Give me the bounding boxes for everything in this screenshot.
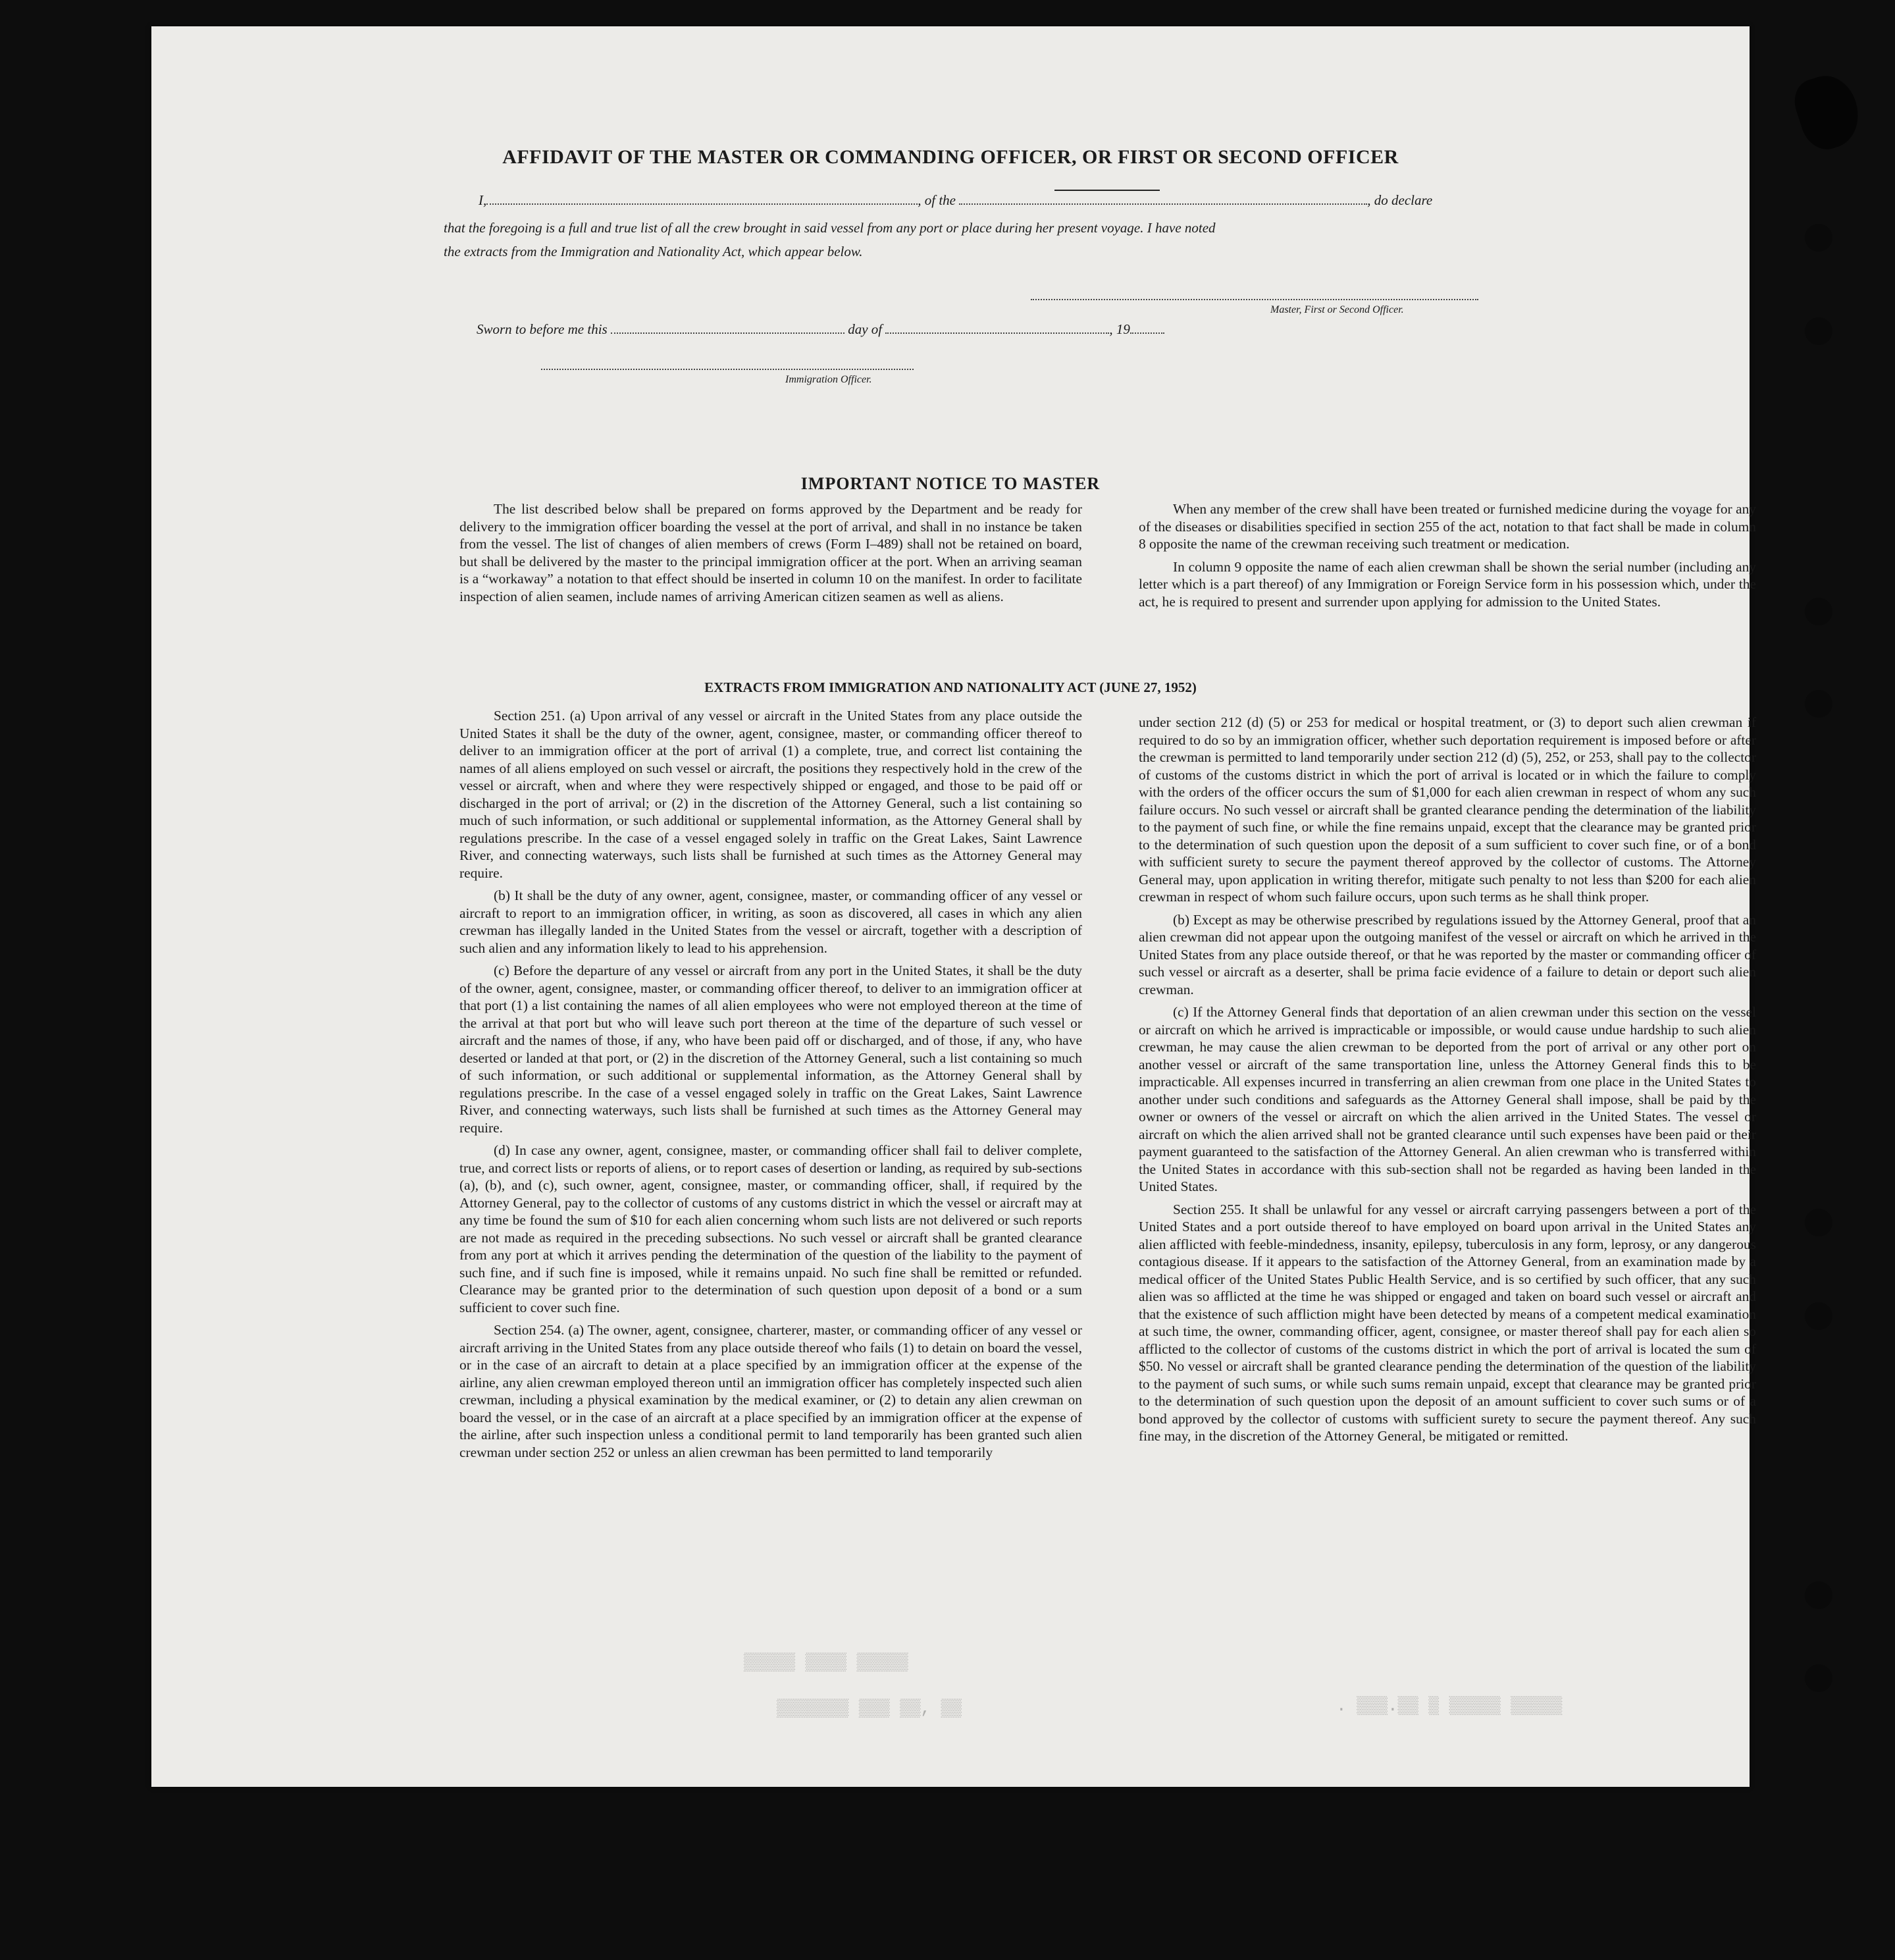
vessel-field[interactable] — [959, 193, 1367, 205]
affidavit-title: AFFIDAVIT OF THE MASTER OR COMMANDING OFFICER, OR FIRST OR SECOND OFFICER — [502, 146, 1399, 168]
punch-hole — [1805, 1581, 1832, 1609]
name-field[interactable] — [486, 193, 918, 205]
declaration-line-1 — [479, 192, 1432, 209]
declaration-do-declare: , do declare — [1367, 192, 1433, 208]
notice-paragraph: The list described below shall be prepared on forms approved by the Department and be ready for delivery to the immigration officer boarding the vessel at the port of arrival, and shall in no instance be taken from the vessel. The list of changes of alien members of crews (Form I–489) shall not be retained on board, but shall be delivered by the master to the principal immigration officer at the port. When an arriving seaman is a “workaway” a notation to that effect should be inserted in column 10 on the manifest. In order to facilitate inspection of alien seamen, include names of arriving American citizen seamen as well as aliens. — [459, 501, 1082, 604]
punch-hole — [1805, 317, 1832, 345]
sworn-year-prefix: , 19 — [1109, 321, 1130, 337]
notice-title: IMPORTANT NOTICE TO MASTER — [800, 474, 1101, 493]
punch-hole — [1805, 598, 1832, 625]
extracts-right-column — [1139, 714, 1756, 1450]
punch-hole — [1805, 1664, 1832, 1692]
punch-hole — [1805, 690, 1832, 718]
section-paragraph: (b) It shall be the duty of any owner, agent, consignee, master, or commanding officer of any vessel or aircraft to report to an immigration officer, in writing, as soon as discovered, all cases in which any alien crewman has illegally landed in the United States from the vessel or aircraft, together with a description of such alien and any information likely to lead to his apprehension. — [459, 887, 1082, 956]
sworn-month-field[interactable] — [885, 322, 1109, 334]
bleed-through-text: ▒▒▒▒▒ ▒▒▒▒ ▒▒▒▒▒ — [744, 1653, 908, 1672]
section-paragraph: (c) Before the departure of any vessel or aircraft from any port in the United States, it shall be the duty of the owner, agent, consignee, master, or commanding officer thereof, to deliver to an immigration officer at that port (1) a list containing the names of all alien employees who were not employed thereon at the time of the arrival at that port but who will leave such port thereon at the time of the departure of such vessel or aircraft and the names of those, if any, who have been paid off or discharged, and of those, if any, who have deserted or landed at that port, or (2) in the discretion of the Attorney General, such a list containing so much of such information, or such additional or supplemental information, as the Attorney General shall by regulations prescribe. In the case of a vessel engaged solely in traffic on the Great Lakes, Saint Lawrence River, and connecting waterways, such lists shall be furnished at such times as the Attorney General may require. — [459, 963, 1082, 1136]
declaration-i: I, — [479, 192, 487, 208]
document-page — [151, 26, 1756, 1787]
bleed-through-text: ▒▒▒▒▒ ▒▒▒▒▒ ▒ ▒▒.▒▒▒ . — [1336, 1696, 1563, 1716]
notice-paragraph: When any member of the crew shall have been treated or furnished medicine during the voyage for any of the diseases or disabilities specified in section 255 of the act, notation to that fact shall be made in column 8 opposite the name of the crewman receiving such treatment or medication. — [1139, 501, 1756, 552]
notice-paragraph: In column 9 opposite the name of each alien crewman shall be shown the serial number (including any letter which is a part thereof) of any Immigration or Foreign Service form in his possession which, under the act, he is required to present and surrender upon applying for admission to the United States. — [1139, 558, 1756, 610]
section-paragraph: (c) If the Attorney General finds that deportation of an alien crewman under this section on the vessel or aircraft on which he arrived is impracticable or impossible, or would cause undue hardship to such alien crewman, he may cause the alien crewman to be deported from the port of arrival or any other port on another vessel or aircraft of the same transportation line, unless the Attorney General finds this to be impracticable. All expenses incurred in transferring an alien crewman from one place in the United States to another under such conditions and safeguards as the Attorney General shall impose, shall be paid by the owner or owners of the vessel or aircraft on which the alien arrived in the United States. The vessel or aircraft on which the alien arrived shall not be granted clearance until such expenses have been paid or their payment guaranteed to the satisfaction of the Attorney General. An alien crewman who is transferred within the United States in accordance with this sub-section shall not be regarded as having been landed in the United States. — [1139, 1004, 1756, 1194]
ink-smudge — [1788, 68, 1867, 155]
sworn-prefix: Sworn to before me this — [477, 321, 608, 337]
title-rule — [1054, 190, 1160, 191]
officer-signature-line[interactable] — [541, 369, 914, 370]
sworn-year-field[interactable] — [1130, 322, 1164, 334]
declaration-line-2: that the foregoing is a full and true list of all the crew brought in said vessel from any port or place during her present voyage. I have noted — [444, 220, 1216, 236]
notice-left-column — [459, 500, 1082, 610]
sworn-day-of: day of — [848, 321, 883, 337]
declaration-line-3: the extracts from the Immigration and Nationality Act, which appear below. — [444, 244, 863, 259]
master-signature-line[interactable] — [1031, 299, 1478, 300]
section-paragraph: under section 212 (d) (5) or 253 for medical or hospital treatment, or (3) to deport such alien crewman if required to do so by an immigration officer, whether such deportation requirement is imposed before or after the crewman is permitted to land temporarily under section 212 (d) (5), 252, or 253, shall pay to the collector of customs of the customs district in which the port of arrival is located or in which the failure to comply with the orders of the officer occurs the sum of $1,000 for each alien crewman in respect of whom any such failure occurs. No such vessel or aircraft shall be granted clearance pending the determination of the liability to the payment of such fine, or while the fine remains unpaid, except that the clearance may be granted prior to the determination of such question upon the deposit of a sum sufficient to cover such fine, or of a bond with sufficient surety to secure the payment thereof approved by the collector of customs. The Attorney General may, upon application in writing therefor, mitigate such penalty to not less than $200 for each alien crewman in respect of whom such failure occurs, upon such terms as he shall think proper. — [1139, 714, 1756, 905]
extracts-title: EXTRACTS FROM IMMIGRATION AND NATIONALITY ACT (JUNE 27, 1952) — [704, 679, 1197, 695]
officer-signature-label: Immigration Officer. — [785, 374, 872, 385]
sworn-line — [477, 321, 1164, 338]
bleed-through-text: ▒▒▒▒▒▒▒ ▒▒▒ ▒▒, ▒▒ — [777, 1699, 962, 1718]
punch-hole — [1805, 1302, 1832, 1330]
section-paragraph: (d) In case any owner, agent, consignee, master, or commanding officer shall fail to deliver complete, true, and correct lists or reports of aliens, or to report cases of desertion or landing, as required by sub-sections (a), (b), and (c), such owner, agent, consignee, master, or commanding officer, shall, if required by the Attorney General, pay to the collector of customs of any customs district in which the vessel or aircraft may at any time be found the sum of $10 for each alien concerning whom such lists are not delivered or such reports are not made as required in the preceding subsections. No such vessel or aircraft shall be granted clearance from any port at which it arrives pending the determination of the question of the liability to the payment of such fine, and if such fine is imposed, while it remains unpaid. No such fine shall be remitted or refunded. Clearance may be granted prior to the determination of such question upon deposit of a bond or a sum sufficient to cover such fine. — [459, 1142, 1082, 1315]
notice-right-column — [1139, 500, 1756, 616]
sworn-day-field[interactable] — [611, 322, 844, 334]
master-signature-label: Master, First or Second Officer. — [1270, 304, 1404, 315]
punch-hole — [1805, 1209, 1832, 1236]
section-paragraph: Section 251. (a) Upon arrival of any vessel or aircraft in the United States from any place outside the United States it shall be the duty of the owner, agent, consignee, master, or commanding officer thereof to deliver to an immigration officer at the port of arrival (1) a complete, true, and correct list containing the names of all aliens employed on such vessel or aircraft, the positions they respectively hold in the crew of the vessel or aircraft, when and where they were respectively shipped or engaged, and those to be paid off or discharged in the port of arrival; or (2) in the discretion of the Attorney General, such a list containing so much of such information, or such additional or supplemental information, as the Attorney General shall by regulations prescribe. In the case of a vessel engaged solely in traffic on the Great Lakes, Saint Lawrence River, and connecting waterways, such lists shall be furnished at such times as the Attorney General may require. — [459, 708, 1082, 881]
section-paragraph: (b) Except as may be otherwise prescribed by regulations issued by the Attorney General, proof that an alien crewman did not appear upon the outgoing manifest of the vessel or aircraft on which he arrived in the United States from any place outside thereof, or that he was reported by the master or commanding officer of such vessel or aircraft as a deserter, shall be prima facie evidence of a failure to detain or deport such alien crewman. — [1139, 911, 1756, 997]
extracts-left-column — [459, 707, 1082, 1466]
section-paragraph: Section 254. (a) The owner, agent, consignee, charterer, master, or commanding officer of any vessel or aircraft arriving in the United States from any place outside thereof who fails (1) to detain on board the vessel, or in the case of an aircraft to detain at a place specified by an immigration officer at the expense of the airline, any alien crewman employed thereon until an immigration officer has completely inspected such alien crewman, including a physical examination by the medical examiner, or (2) to detain any alien crewman on board the vessel, or in the case of an aircraft at a place specified by an immigration officer at the expense of the airline, after such inspection unless a conditional permit to land temporarily has been granted such alien crewman under section 252 or unless an alien crewman has been permitted to land temporarily — [459, 1322, 1082, 1460]
punch-hole — [1805, 224, 1832, 252]
declaration-of-the: , of the — [918, 192, 956, 208]
section-paragraph: Section 255. It shall be unlawful for any vessel or aircraft carrying passengers between a port of the United States and a port outside thereof to have employed on board upon arrival in the United States any alien afflicted with feeble-mindedness, insanity, epilepsy, tuberculosis in any form, leprosy, or any dangerous contagious disease. If it appears to the satisfaction of the Attorney General, from an examination made by a medical officer of the United States Public Health Service, and is so certified by such officer, that any such alien was so afflicted at the time he was shipped or engaged and taken on board such vessel or aircraft and that the existence of such affliction might have been detected by means of a competent medical examination at such time, the owner, commanding officer, agent, consignee, or master thereof shall pay for each alien so afflicted to the collector of customs of the customs district in which the port of arrival is located the sum of $50. No vessel or aircraft shall be granted clearance pending the determination of the question of the liability to the payment of such sums, or while such sums remain unpaid, except that clearance may be granted prior to the determination of such question upon the deposit of an amount sufficient to cover such sums or of a bond approved by the collector of customs with sufficient surety to secure the payment thereof. Any such fine may, in the discretion of the Attorney General, be mitigated or remitted. — [1139, 1201, 1756, 1444]
